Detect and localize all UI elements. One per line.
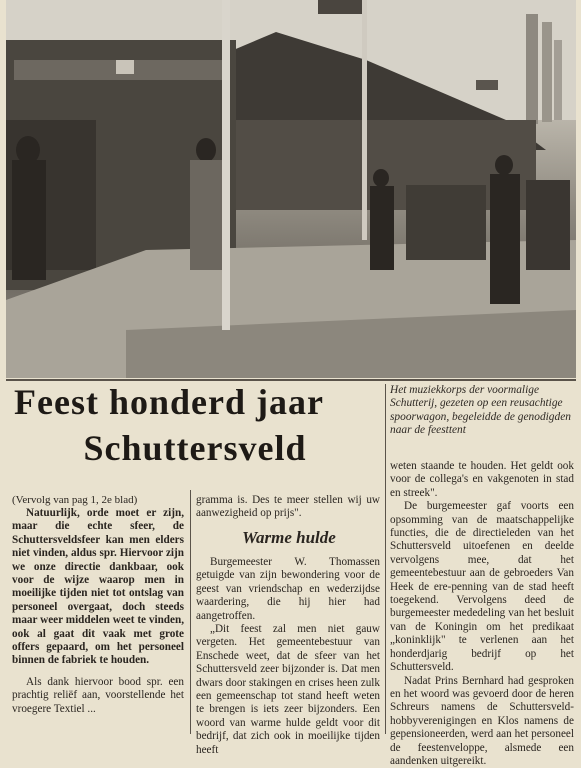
article-column-1 — [12, 494, 184, 716]
column1-paragraph-2: Als dank hiervoor bood spr. een prachtig reliëf aan, voorstellende het vroegere Textiel ... — [12, 676, 184, 716]
subheading-warme-hulde: Warme hulde — [196, 528, 382, 548]
article-column-2-continued — [196, 556, 380, 757]
column1-paragraph-1: Natuurlijk, orde moet er zijn, maar die echte sfeer, de Schuttersveldsfeer kan men elders niet vinden, aldus spr. Hiervoor zijn we onze directie dankbaar, ook voor de wijze waarop men in moeilijke tijden niet tot ontslag van personeel overgaat, doch steeds maar weer middelen weet te vinden, ook al gaat dit vaak met grote offers gepaard, om het personeel binnen de fabriek te houden. — [12, 507, 184, 668]
continuation-note: (Vervolg van pag 1, 2e blad) — [12, 494, 184, 507]
column3-paragraph-3: Nadat Prins Bernhard had gesproken en het woord was gevoerd door de heren Schreurs namens de Schuttersveld-hobbyverenigingen en Klos namens de gepensioneerden, werd aan het personeel de feestenveloppe, alsmede een aandenken uitgereikt. — [390, 675, 574, 768]
headline-line-2: Schuttersveld — [10, 430, 380, 466]
article-headline — [10, 384, 380, 466]
article-column-3 — [390, 460, 574, 768]
column2-paragraph-3: „Dit feest zal men niet gauw vergeten. Het gemeentebestuur van Enschede weet, dat de sfeer van het Schuttersveld zeer bijzonder is. Dat men dwars door stakingen en crises heen zulk een gemeenschap tot stand heeft weten te brengen is iets zeer bijzonders. Een woord van warme hulde geldt voor dit bedrijf, dat zich ook in moeilijke tijden heeft — [196, 623, 380, 757]
column2-paragraph-2: Burgemeester W. Thomassen getuigde van zijn bewondering voor de geest van vriendschap en wederzijdse waardering, die hij hier had aangetroffen. — [196, 556, 380, 623]
column-divider-left — [190, 490, 191, 734]
photo-bottom-rule — [6, 379, 576, 381]
news-photo — [6, 0, 576, 378]
headline-line-1: Feest honderd jaar — [10, 384, 380, 420]
article-column-2 — [196, 494, 380, 521]
column3-paragraph-1: weten staande te houden. Het geldt ook voor de collega's en vakgenoten in stad en streek". — [390, 460, 574, 500]
column2-paragraph-1: gramma is. Des te meer stellen wij uw aanwezigheid op prijs". — [196, 494, 380, 521]
photo-caption: Het muziekkorps der voormalige Schutterij, gezeten op een reusachtige spoorwagon, begeleidde de genodigden naar de feesttent — [390, 384, 576, 438]
caption-divider — [385, 384, 386, 734]
photo-illustration — [6, 0, 576, 378]
column3-paragraph-2: De burgemeester gaf voorts een opsomming van de maatschappelijke functies, die de directieleden van het Schuttersveld uitoefenen en deelde vervolgens mee, dat het gemeentebestuur aan de gebroeders Van Heek de ere-penning van de stad heeft toegekend. Vervolgens deed de burgemeester mededeling van het besluit van de Koningin om het predikaat „koninklijk" te verlenen aan het honderdjarig bedrijf op het Schuttersveld. — [390, 500, 574, 674]
